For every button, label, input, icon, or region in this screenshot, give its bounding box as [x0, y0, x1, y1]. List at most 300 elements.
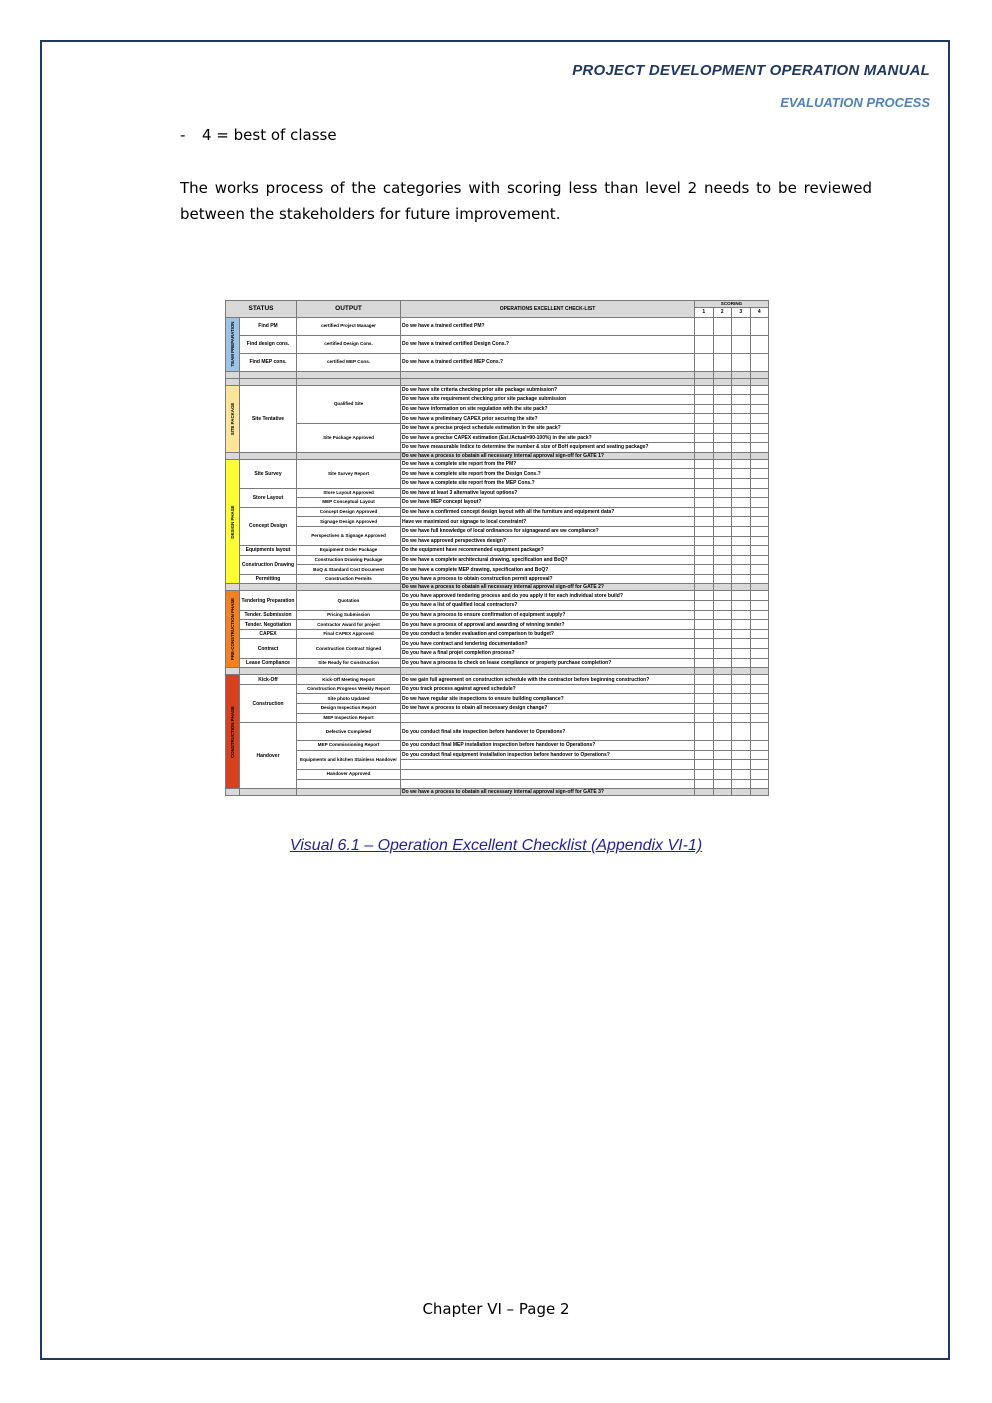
score-cell[interactable] [713, 629, 732, 639]
score-cell[interactable] [732, 517, 751, 527]
score-cell[interactable] [750, 723, 769, 741]
score-cell[interactable] [750, 704, 769, 714]
score-cell[interactable] [732, 317, 751, 335]
score-cell[interactable] [695, 443, 714, 453]
score-cell[interactable] [713, 723, 732, 741]
table-row [226, 684, 769, 694]
score-cell[interactable] [732, 385, 751, 395]
page-footer: Chapter VI – Page 2 [422, 1300, 570, 1318]
status-cell: Find design cons. [240, 335, 297, 353]
score-cell[interactable] [732, 723, 751, 741]
checklist-cell: Do we have regular site inspections to ensure building compliance? [401, 694, 695, 704]
status-cell: Lease Compliance [240, 658, 297, 668]
score-cell[interactable] [732, 704, 751, 714]
score-cell[interactable] [713, 395, 732, 405]
output-cell: Site photo Updated [297, 694, 401, 704]
score-cell[interactable] [732, 769, 751, 779]
gate-row [226, 584, 769, 591]
score-cell[interactable] [732, 713, 751, 723]
score-cell[interactable] [695, 629, 714, 639]
score-cell[interactable] [713, 741, 732, 751]
table-row [226, 459, 769, 469]
output-cell: Pricing Submission [297, 610, 401, 620]
checklist-cell: Do you conduct final equipment installation inspection before handover to Operations? [401, 750, 695, 760]
score-cell[interactable] [713, 658, 732, 668]
gate-1-cell: Do we have a process to obatain all necessary internal approval sign-off for GATE 1? [401, 452, 695, 459]
checklist-cell: Do we gain full agreement on construction schedule with the contractor before beginning construction? [401, 675, 695, 685]
score-cell[interactable] [713, 779, 732, 789]
score-cell[interactable] [695, 353, 714, 371]
checklist-cell: Do we have at least 3 alternative layout options? [401, 488, 695, 498]
score-cell[interactable] [713, 433, 732, 443]
gate-3-cell: Do we have a process to obatain all necessary internal approval sign-off for GATE 3? [401, 789, 695, 796]
status-cell: Site Survey [240, 459, 297, 488]
score-cell[interactable] [750, 335, 769, 353]
score-cell[interactable] [732, 620, 751, 630]
status-cell: Kick-Off [240, 675, 297, 685]
checklist-cell: Do we have a preliminary CAPEX prior securing the site? [401, 414, 695, 424]
score-cell[interactable] [732, 404, 751, 414]
score-cell[interactable] [750, 591, 769, 601]
score-cell[interactable] [732, 478, 751, 488]
score-cell[interactable] [713, 713, 732, 723]
output-cell: Construction Drawing Package [297, 555, 401, 565]
gate-row [226, 789, 769, 796]
table-row [226, 704, 769, 714]
score-cell[interactable] [750, 760, 769, 770]
score-cell[interactable] [713, 404, 732, 414]
checklist-cell: Do you have contract and tendering documentation? [401, 639, 695, 649]
output-cell: Defective Completed [297, 723, 401, 741]
output-cell: Equipment Order Package [297, 546, 401, 556]
table-row [226, 526, 769, 536]
score-cell[interactable] [713, 760, 732, 770]
score-cell[interactable] [732, 488, 751, 498]
score-cell[interactable] [732, 639, 751, 649]
score-cell[interactable] [695, 658, 714, 668]
output-cell: Qualified Site [297, 385, 401, 423]
score-cell[interactable] [713, 601, 732, 611]
phase-construction [226, 675, 240, 789]
score-cell[interactable] [713, 574, 732, 584]
score-cell[interactable] [732, 760, 751, 770]
score-cell[interactable] [695, 546, 714, 556]
table-row [226, 610, 769, 620]
output-cell: MEP Commissioning Report [297, 741, 401, 751]
score-cell[interactable] [750, 546, 769, 556]
bullet-item [180, 126, 337, 144]
score-cell[interactable] [750, 574, 769, 584]
score-cell[interactable] [695, 741, 714, 751]
score-cell[interactable] [713, 507, 732, 517]
output-cell: Final CAPEX Approved [297, 629, 401, 639]
output-cell: Perspectives & Signage Approved [297, 526, 401, 545]
score-cell[interactable] [695, 750, 714, 760]
phase-label: PRE-CONSTRUCTION PHASE [229, 598, 235, 661]
checklist-cell: Do we have a complete architectural drawing, specification and BoQ? [401, 555, 695, 565]
table-row [226, 546, 769, 556]
score-cell[interactable] [695, 469, 714, 479]
score-cell[interactable] [713, 649, 732, 659]
checklist-cell: Do we have a complete site report from the PM? [401, 459, 695, 469]
output-cell: Design Inspection Report [297, 704, 401, 714]
score-cell[interactable] [750, 649, 769, 659]
score-cell[interactable] [732, 750, 751, 760]
header-output: OUTPUT [297, 301, 401, 318]
score-cell[interactable] [732, 601, 751, 611]
score-1-header: 1 [695, 308, 714, 318]
checklist-cell: Have we maximized our signage to local constraint? [401, 517, 695, 527]
score-cell[interactable] [750, 414, 769, 424]
score-cell[interactable] [750, 694, 769, 704]
checklist-cell: Do we have information on site regulation with the site pack? [401, 404, 695, 414]
score-cell[interactable] [713, 526, 732, 536]
header-checklist: OPERATIONS EXCELLENT CHECK-LIST [401, 301, 695, 318]
score-cell[interactable] [750, 443, 769, 453]
score-cell[interactable] [695, 639, 714, 649]
score-cell[interactable] [713, 478, 732, 488]
score-cell[interactable] [713, 555, 732, 565]
score-cell[interactable] [732, 335, 751, 353]
score-cell[interactable] [750, 353, 769, 371]
score-cell[interactable] [750, 507, 769, 517]
output-cell: certified Project Manager [297, 317, 401, 335]
score-cell[interactable] [750, 620, 769, 630]
bullet-dash: - [180, 126, 186, 144]
output-cell: certified MEP Cons. [297, 353, 401, 371]
checklist-table [225, 300, 769, 796]
checklist-cell: Do we have site requirement checking prior site package submission [401, 395, 695, 405]
output-cell: Construction Progress Weekly Report [297, 684, 401, 694]
score-cell[interactable] [713, 335, 732, 353]
output-cell: Site Survey Report [297, 459, 401, 488]
score-cell[interactable] [713, 536, 732, 546]
score-cell[interactable] [713, 639, 732, 649]
checklist-cell: Do you conduct a tender evaluation and comparison to budget? [401, 629, 695, 639]
checklist-cell: Do we have a complete site report from the MEP Cons.? [401, 478, 695, 488]
output-cell: certified Design Cons. [297, 335, 401, 353]
bullet-text: 4 = best of classe [202, 126, 337, 144]
phase-label: DESIGN PHASE [229, 505, 235, 539]
score-cell[interactable] [695, 779, 714, 789]
score-cell[interactable] [713, 423, 732, 433]
score-cell[interactable] [750, 433, 769, 443]
section-title: EVALUATION PROCESS [780, 95, 930, 110]
score-cell[interactable] [695, 591, 714, 601]
score-cell[interactable] [695, 433, 714, 443]
output-cell: BoQ & Standard Cost Document [297, 565, 401, 575]
score-cell[interactable] [695, 317, 714, 335]
score-cell[interactable] [695, 610, 714, 620]
score-cell[interactable] [750, 423, 769, 433]
score-cell[interactable] [713, 620, 732, 630]
score-cell[interactable] [750, 526, 769, 536]
checklist-cell: Do we have full knowledge of local ordinances for signageand are we compliance? [401, 526, 695, 536]
score-cell[interactable] [732, 649, 751, 659]
score-cell[interactable] [750, 769, 769, 779]
score-2-header: 2 [713, 308, 732, 318]
score-cell[interactable] [695, 675, 714, 685]
table-row [226, 779, 769, 789]
score-cell[interactable] [750, 498, 769, 508]
body-paragraph: The works process of the categories with scoring less than level 2 needs to be reviewed between the stakeholders for future improvement. [180, 179, 872, 223]
output-cell: MEP Conceptual Layout [297, 498, 401, 508]
score-cell[interactable] [713, 704, 732, 714]
score-cell[interactable] [713, 353, 732, 371]
score-cell[interactable] [732, 536, 751, 546]
table-row [226, 620, 769, 630]
score-cell[interactable] [695, 574, 714, 584]
score-cell[interactable] [750, 517, 769, 527]
checklist-cell: Do we have approved perspectives design? [401, 536, 695, 546]
score-cell[interactable] [695, 555, 714, 565]
table-row [226, 385, 769, 395]
status-cell: Find PM [240, 317, 297, 335]
score-cell[interactable] [695, 488, 714, 498]
checklist-cell [401, 760, 695, 770]
output-cell: Quotation [297, 591, 401, 610]
score-cell[interactable] [713, 750, 732, 760]
output-cell: Store Layout Approved [297, 488, 401, 498]
score-cell[interactable] [695, 769, 714, 779]
score-cell[interactable] [695, 478, 714, 488]
score-cell[interactable] [695, 498, 714, 508]
table-row [226, 658, 769, 668]
table-row [226, 713, 769, 723]
score-cell[interactable] [695, 507, 714, 517]
score-cell[interactable] [695, 694, 714, 704]
score-cell[interactable] [732, 779, 751, 789]
score-cell[interactable] [732, 353, 751, 371]
score-cell[interactable] [732, 741, 751, 751]
score-cell[interactable] [732, 498, 751, 508]
phase-site [226, 385, 240, 452]
score-cell[interactable] [732, 395, 751, 405]
checklist-cell: Do you have a final projet completion process? [401, 649, 695, 659]
score-cell[interactable] [713, 769, 732, 779]
checklist-cell: Do we have a precise project schedule estimation in the site pack? [401, 423, 695, 433]
table-row [226, 353, 769, 371]
figure-caption-link[interactable]: Visual 6.1 – Operation Excellent Checklist (Appendix VI-1) [289, 837, 703, 854]
checklist-cell: Do we have a trained certified MEP Cons.? [401, 353, 695, 371]
score-cell[interactable] [750, 395, 769, 405]
score-cell[interactable] [750, 404, 769, 414]
score-cell[interactable] [732, 694, 751, 704]
score-cell[interactable] [695, 404, 714, 414]
score-cell[interactable] [713, 694, 732, 704]
table-row [226, 565, 769, 575]
score-cell[interactable] [732, 629, 751, 639]
score-cell[interactable] [695, 601, 714, 611]
score-cell[interactable] [695, 684, 714, 694]
score-cell[interactable] [750, 601, 769, 611]
score-cell[interactable] [695, 649, 714, 659]
score-cell[interactable] [750, 555, 769, 565]
output-cell: Construction Contract Signed [297, 639, 401, 658]
table-row [226, 694, 769, 704]
score-cell[interactable] [695, 395, 714, 405]
score-cell[interactable] [695, 335, 714, 353]
status-cell: Site Tentative [240, 385, 297, 452]
status-cell: Tendering Preparation [240, 591, 297, 610]
phase-team [226, 317, 240, 371]
score-cell[interactable] [732, 546, 751, 556]
output-cell: Kick-Off Meeting Report [297, 675, 401, 685]
table-row [226, 639, 769, 649]
score-cell[interactable] [750, 629, 769, 639]
score-cell[interactable] [750, 639, 769, 649]
separator-row [226, 378, 769, 385]
separator-row [226, 371, 769, 378]
score-cell[interactable] [750, 459, 769, 469]
status-cell: Tender. Submission [240, 610, 297, 620]
checklist-cell: Do we have a process to obain all necessary design change? [401, 704, 695, 714]
score-cell[interactable] [750, 385, 769, 395]
header-status: STATUS [226, 301, 297, 318]
table-row [226, 317, 769, 335]
score-cell[interactable] [695, 760, 714, 770]
score-cell[interactable] [750, 713, 769, 723]
score-cell[interactable] [695, 385, 714, 395]
score-cell[interactable] [713, 684, 732, 694]
score-cell[interactable] [750, 478, 769, 488]
output-cell: Signage Design Approved [297, 517, 401, 527]
checklist-cell: Do you have a list of qualified local contractors? [401, 601, 695, 611]
score-cell[interactable] [732, 526, 751, 536]
score-cell[interactable] [750, 675, 769, 685]
table-row [226, 517, 769, 527]
score-cell[interactable] [695, 723, 714, 741]
score-cell[interactable] [695, 704, 714, 714]
table-row [226, 423, 769, 433]
status-cell: Store Layout [240, 488, 297, 507]
score-cell[interactable] [695, 536, 714, 546]
score-cell[interactable] [750, 565, 769, 575]
table-row [226, 741, 769, 751]
score-cell[interactable] [713, 565, 732, 575]
score-cell[interactable] [732, 443, 751, 453]
score-cell[interactable] [713, 675, 732, 685]
score-cell[interactable] [695, 565, 714, 575]
score-cell[interactable] [750, 488, 769, 498]
score-cell[interactable] [695, 526, 714, 536]
score-cell[interactable] [713, 498, 732, 508]
status-cell: Construction [240, 684, 297, 722]
table-row [226, 629, 769, 639]
score-cell[interactable] [732, 610, 751, 620]
score-4-header: 4 [750, 308, 769, 318]
output-cell: Site Ready for Construction [297, 658, 401, 668]
checklist-cell: Do we have a confirmed concept design layout with all the furniture and equipment data? [401, 507, 695, 517]
score-cell[interactable] [695, 713, 714, 723]
score-cell[interactable] [695, 459, 714, 469]
gate-2-cell: Do we have a process to obatain all necessary internal approval sign-off for GATE 2? [401, 584, 695, 591]
score-cell[interactable] [732, 423, 751, 433]
score-cell[interactable] [732, 675, 751, 685]
score-cell[interactable] [695, 423, 714, 433]
score-cell[interactable] [732, 469, 751, 479]
score-cell[interactable] [713, 488, 732, 498]
score-cell[interactable] [750, 684, 769, 694]
score-cell[interactable] [732, 433, 751, 443]
table-row [226, 591, 769, 601]
score-cell[interactable] [713, 385, 732, 395]
table-row [226, 555, 769, 565]
phase-precon [226, 591, 240, 668]
score-cell[interactable] [750, 469, 769, 479]
score-cell[interactable] [732, 591, 751, 601]
status-cell: Tender. Negotiation [240, 620, 297, 630]
checklist-cell: Do you have a process to obtain construction permit approval? [401, 574, 695, 584]
checklist-cell: Do you have a process to ensure confirmation of equipment supply? [401, 610, 695, 620]
checklist-cell: Do we have a trained certified Design Cons.? [401, 335, 695, 353]
score-cell[interactable] [732, 507, 751, 517]
checklist-cell: Do we have a complete site report from the Design Cons.? [401, 469, 695, 479]
score-3-header: 3 [732, 308, 751, 318]
score-cell[interactable] [695, 517, 714, 527]
score-cell[interactable] [750, 317, 769, 335]
score-cell[interactable] [713, 443, 732, 453]
output-cell: Equipments and kitchen Stainless Handover [297, 750, 401, 769]
score-cell[interactable] [713, 469, 732, 479]
score-cell[interactable] [695, 620, 714, 630]
score-cell[interactable] [732, 684, 751, 694]
output-cell: Construction Permits [297, 574, 401, 584]
output-cell: MEP Inspection Report [297, 713, 401, 723]
phase-label: TEAM PREPARATION [229, 321, 235, 367]
separator-row [226, 668, 769, 675]
score-cell[interactable] [713, 591, 732, 601]
phase-design [226, 459, 240, 584]
score-cell[interactable] [713, 317, 732, 335]
score-cell[interactable] [732, 555, 751, 565]
table-row [226, 488, 769, 498]
score-cell[interactable] [732, 658, 751, 668]
score-cell[interactable] [750, 658, 769, 668]
checklist-cell: Do you conduct final site inspection before handover to Operations? [401, 723, 695, 741]
score-cell[interactable] [750, 779, 769, 789]
status-cell: Equipments layout [240, 546, 297, 556]
status-cell: Contract [240, 639, 297, 658]
output-cell: Contractor Award for project [297, 620, 401, 630]
score-cell[interactable] [732, 574, 751, 584]
output-cell: Concept Design Approved [297, 507, 401, 517]
checklist-cell [401, 713, 695, 723]
score-cell[interactable] [750, 610, 769, 620]
score-cell[interactable] [750, 750, 769, 760]
score-cell[interactable] [732, 414, 751, 424]
gate-row [226, 452, 769, 459]
checklist-cell: Do you have a process of approval and awarding of winning tender? [401, 620, 695, 630]
score-cell[interactable] [713, 414, 732, 424]
score-cell[interactable] [713, 517, 732, 527]
score-cell[interactable] [713, 610, 732, 620]
checklist-cell: Do we have measurable Indice to determine the number & size of BoH equipment and seating package? [401, 443, 695, 453]
score-cell[interactable] [713, 546, 732, 556]
header-scoring: SCORING [695, 301, 769, 308]
table-row [226, 675, 769, 685]
score-cell[interactable] [713, 459, 732, 469]
score-cell[interactable] [695, 414, 714, 424]
output-cell: Site Package Approved [297, 423, 401, 452]
score-cell[interactable] [750, 536, 769, 546]
score-cell[interactable] [732, 565, 751, 575]
score-cell[interactable] [750, 741, 769, 751]
output-cell: Handover Approved [297, 769, 401, 779]
status-cell: CAPEX [240, 629, 297, 639]
score-cell[interactable] [732, 459, 751, 469]
checklist-cell: Do we have a trained certified PM? [401, 317, 695, 335]
